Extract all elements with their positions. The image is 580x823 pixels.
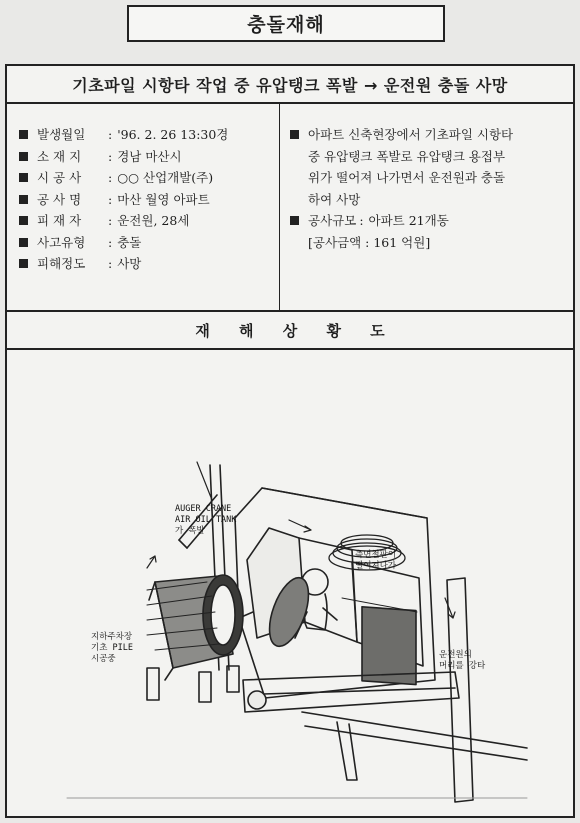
- detail-row: 피 재 자 : 운전원, 28세: [19, 210, 279, 232]
- section-divider: [7, 310, 573, 312]
- detail-label: 발생월일: [37, 127, 86, 142]
- detail-value: ○○ 산업개발(주): [117, 170, 214, 185]
- bullet-square-icon: [19, 130, 28, 139]
- detail-row: 시 공 사 : ○○ 산업개발(주): [19, 167, 279, 189]
- detail-value: 경남 마산시: [117, 148, 182, 164]
- description-line: 위가 떨어져 나가면서 운전원과 충돌: [308, 170, 506, 185]
- bullet-square-icon: [19, 152, 28, 161]
- description-line: 중 유압탱크 폭발로 유압탱크 용접부: [308, 148, 506, 164]
- description-line: 하여 사망: [308, 191, 361, 207]
- bullet-square-icon: [19, 195, 28, 204]
- detail-label: 시 공 사: [37, 170, 82, 185]
- bullet-square-icon: [19, 259, 28, 268]
- page-title: 충돌재해: [247, 14, 325, 36]
- detail-label: 피해정도: [37, 256, 86, 271]
- detail-value: 충돌: [117, 234, 142, 250]
- situation-heading: 재 해 상 황 도: [195, 322, 397, 340]
- description-block: [290, 124, 565, 253]
- bullet-square-icon: [19, 238, 28, 247]
- detail-label: 공 사 명: [37, 191, 82, 207]
- callout-tank-explosion: AUGER CRANE AIR OIL TANK 가 폭발: [175, 504, 237, 536]
- scale-amount: [공사금액 : 161 억원]: [308, 234, 431, 250]
- bullet-square-icon: [19, 173, 28, 182]
- bullet-square-icon: [290, 130, 299, 139]
- callout-plate-detached: 측면철판이 떨어져나가: [355, 550, 397, 571]
- page-title-box: [127, 5, 445, 42]
- tank-supports: [147, 666, 239, 702]
- callout-head-hit: 운전원의 머리를 강타: [439, 650, 486, 671]
- callout-pile-work: 지하주차장 기초 PILE 시공중: [91, 632, 134, 664]
- description-line: 아파트 신축현장에서 기초파일 시항타: [290, 124, 565, 146]
- detail-row: 발생월일 : '96. 2. 26 13:30경: [19, 124, 279, 146]
- accident-details: [7, 104, 280, 310]
- accident-sketch: [7, 350, 573, 816]
- detail-row: 공 사 명 : 마산 월영 아파트: [19, 189, 279, 211]
- bullet-square-icon: [290, 216, 299, 225]
- detail-value: 사망: [117, 256, 142, 271]
- bullet-square-icon: [19, 216, 28, 225]
- accident-illustration: [7, 350, 573, 816]
- detail-value: 마산 월영 아파트: [117, 191, 210, 207]
- crane-cab: [235, 488, 435, 698]
- scale-row: 공사규모 : 아파트 21개동: [290, 210, 565, 232]
- scale-value: 아파트 21개동: [368, 213, 449, 228]
- accident-description: [280, 104, 573, 310]
- report-frame: [5, 64, 575, 818]
- detail-label: 피 재 자: [37, 213, 82, 228]
- detail-row: 사고유형 : 충돌: [19, 232, 279, 254]
- detail-label: 사고유형: [37, 234, 86, 250]
- detail-row: 소 재 지 : 경남 마산시: [19, 146, 279, 168]
- scale-label: 공사규모: [308, 213, 357, 228]
- accident-headline: 기초파일 시항타 작업 중 유압탱크 폭발 → 운전원 충돌 사망: [7, 66, 573, 104]
- detail-value: '96. 2. 26 13:30경: [117, 127, 229, 142]
- detail-value: 운전원, 28세: [117, 213, 190, 228]
- detail-row: 피해정도 : 사망: [19, 253, 279, 275]
- detail-label: 소 재 지: [37, 148, 82, 164]
